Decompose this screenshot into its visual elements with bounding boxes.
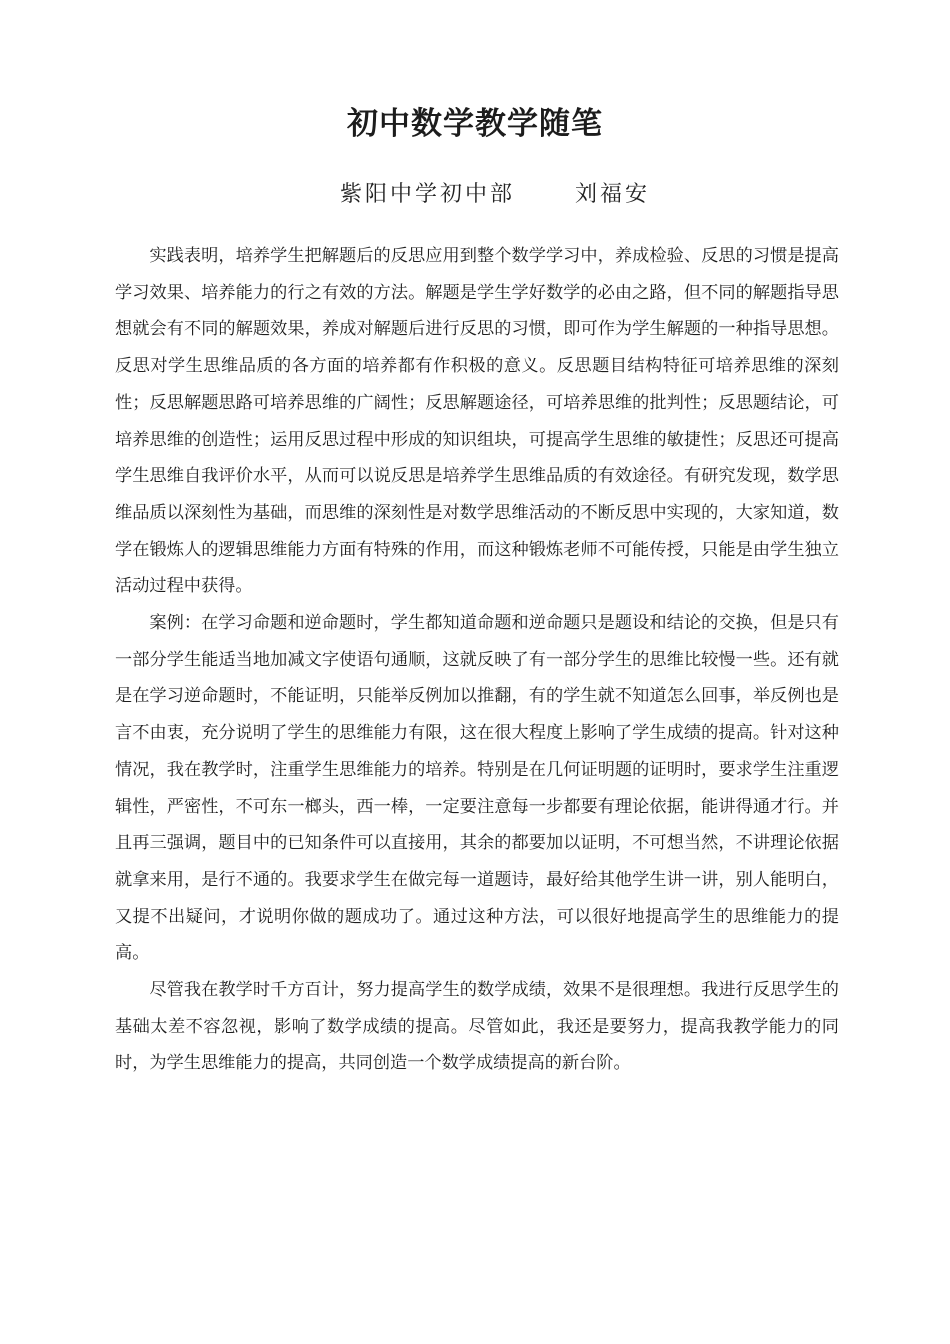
paragraph: 实践表明，培养学生把解题后的反思应用到整个数学学习中，养成检验、反思的习惯是提高学习效果、培养能力的行之有效的方法。解题是学生学好数学的必由之路，但不同的解题指导思想就会有不同的解题效果，养成对解题后进行反思的习惯，即可作为学生解题的一种指导思想。 反思对学生思维品质的各方面的培养都有作积极的意义。反思题目结构特征可培养思维的深刻性；反思解题思路可培养思维的广阔性；反思解题途径，可培养思维的批判性；反思题结论，可培养思维的创造性；运用反思过程中形成的知识组块，可提高学生思维的敏捷性；反思还可提高学生思维自我评价水平，从而可以说反思是培养学生思维品质的有效途径。有研究发现，数学思维品质以深刻性为基础，而思维的深刻性是对数学思维活动的不断反思中实现的，大家知道，数学在锻炼人的逻辑思维能力方面有特殊的作用，而这种锻炼老师不可能传授，只能是由学生独立活动过程中获得。 bbox=[115, 246, 839, 597]
page-title: 初中数学教学随笔 bbox=[347, 106, 603, 142]
paragraph: 案例：在学习命题和逆命题时，学生都知道命题和逆命题只是题设和结论的交换，但是只有一部分学生能适当地加减文字使语句通顺，这就反映了有一部分学生的思维比较慢一些。还有就是在学习逆命题时，不能证明，只能举反例加以推翻，有的学生就不知道怎么回事，举反例也是言不由衷，充分说明了学生的思维能力有限，这在很大程度上影响了学生成绩的提高。针对这种情况，我在教学时，注重学生思维能力的培养。特别是在几何证明题的证明时，要求学生注重逻辑性，严密性，不可东一榔头，西一棒，一定要注意每一步都要有理论依据，能讲得通才行。并且再三强调，题目中的已知条件可以直接用，其余的都要加以证明，不可想当然，不讲理论依据就拿来用，是行不通的。我要求学生在做完每一道题诗，最好给其他学生讲一讲，别人能明白，又提不出疑问，才说明你做的题成功了。通过这种方法，可以很好地提高学生的思维能力的提高。 bbox=[115, 613, 839, 964]
paragraph: 尽管我在教学时千方百计，努力提高学生的数学成绩，效果不是很理想。我进行反思学生的基础太差不容忽视，影响了数学成绩的提高。尽管如此，我还是要努力，提高我教学能力的同时，为学生思维能力的提高，共同创造一个数学成绩提高的新台阶。 bbox=[115, 980, 839, 1074]
article-body bbox=[115, 238, 839, 1082]
author-byline: 紫阳中学初中部 刘福安 bbox=[340, 182, 650, 207]
